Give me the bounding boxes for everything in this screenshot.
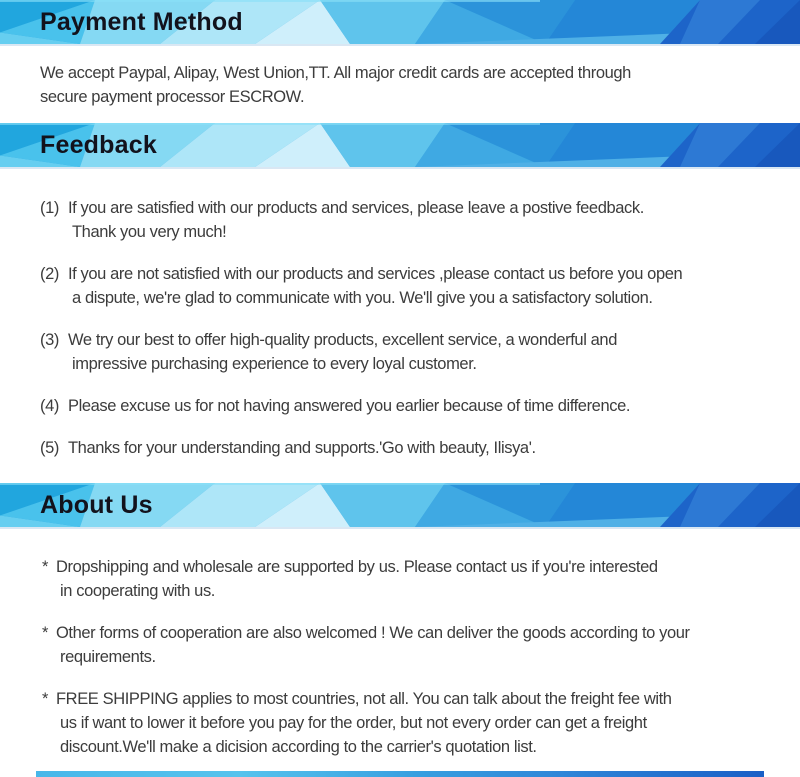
item-text <box>68 196 764 244</box>
item-line: in cooperating with us. <box>60 582 215 600</box>
item-line: Dropshipping and wholesale are supported by us. Please contact us if you're interested <box>56 558 658 576</box>
item-line: Thank you very much! <box>72 223 227 241</box>
payment-line: secure payment processor ESCROW. <box>40 88 305 106</box>
feedback-banner <box>0 123 800 169</box>
item-line: impressive purchasing experience to every loyal customer. <box>72 355 477 373</box>
feedback-item <box>40 436 764 460</box>
item-text <box>68 436 764 460</box>
payment-method-title: Payment Method <box>40 8 243 36</box>
item-number: (3) <box>40 331 59 349</box>
feedback-item <box>40 394 764 418</box>
item-text <box>68 328 764 376</box>
item-text <box>68 262 764 310</box>
about-item <box>42 555 764 603</box>
item-line: Thanks for your understanding and supports.'Go with beauty, Ilisya'. <box>68 439 536 457</box>
asterisk-marker: * <box>42 558 49 576</box>
item-text <box>68 394 764 418</box>
next-section-banner-sliver <box>36 771 764 777</box>
feedback-title: Feedback <box>40 131 157 159</box>
item-number: (5) <box>40 439 59 457</box>
item-line: If you are satisfied with our products and services, please leave a postive feedback. <box>68 199 644 217</box>
about-us-banner <box>0 483 800 529</box>
item-line: Other forms of cooperation are also welcomed ! We can deliver the goods according to your <box>56 624 690 642</box>
item-number: (1) <box>40 199 59 217</box>
item-line: Please excuse us for not having answered you earlier because of time difference. <box>68 397 631 415</box>
payment-line: We accept Paypal, Alipay, West Union,TT. All major credit cards are accepted through <box>40 64 631 82</box>
item-text <box>56 687 764 759</box>
item-line: requirements. <box>60 648 156 666</box>
asterisk-marker: * <box>42 624 49 642</box>
payment-method-banner <box>0 0 800 46</box>
item-line: discount.We'll make a dicision according to the carrier's quotation list. <box>60 738 537 756</box>
feedback-item <box>40 262 764 310</box>
item-text <box>56 555 764 603</box>
about-us-title: About Us <box>40 491 153 519</box>
about-us-list <box>0 529 800 777</box>
feedback-item <box>40 328 764 376</box>
payment-method-text <box>0 46 800 123</box>
item-line: FREE SHIPPING applies to most countries, not all. You can talk about the freight fee with <box>56 690 672 708</box>
item-line: We try our best to offer high-quality products, excellent service, a wonderful and <box>68 331 617 349</box>
item-text <box>56 621 764 669</box>
item-line: us if want to lower it before you pay for the order, but not every order can get a freight <box>60 714 647 732</box>
item-number: (2) <box>40 265 59 283</box>
about-item <box>42 687 764 759</box>
asterisk-marker: * <box>42 690 49 708</box>
item-number: (4) <box>40 397 59 415</box>
feedback-list <box>0 169 800 483</box>
about-item <box>42 621 764 669</box>
item-line: a dispute, we're glad to communicate with you. We'll give you a satisfactory solution. <box>72 289 653 307</box>
feedback-item <box>40 196 764 244</box>
item-line: If you are not satisfied with our products and services ,please contact us before you open <box>68 265 683 283</box>
